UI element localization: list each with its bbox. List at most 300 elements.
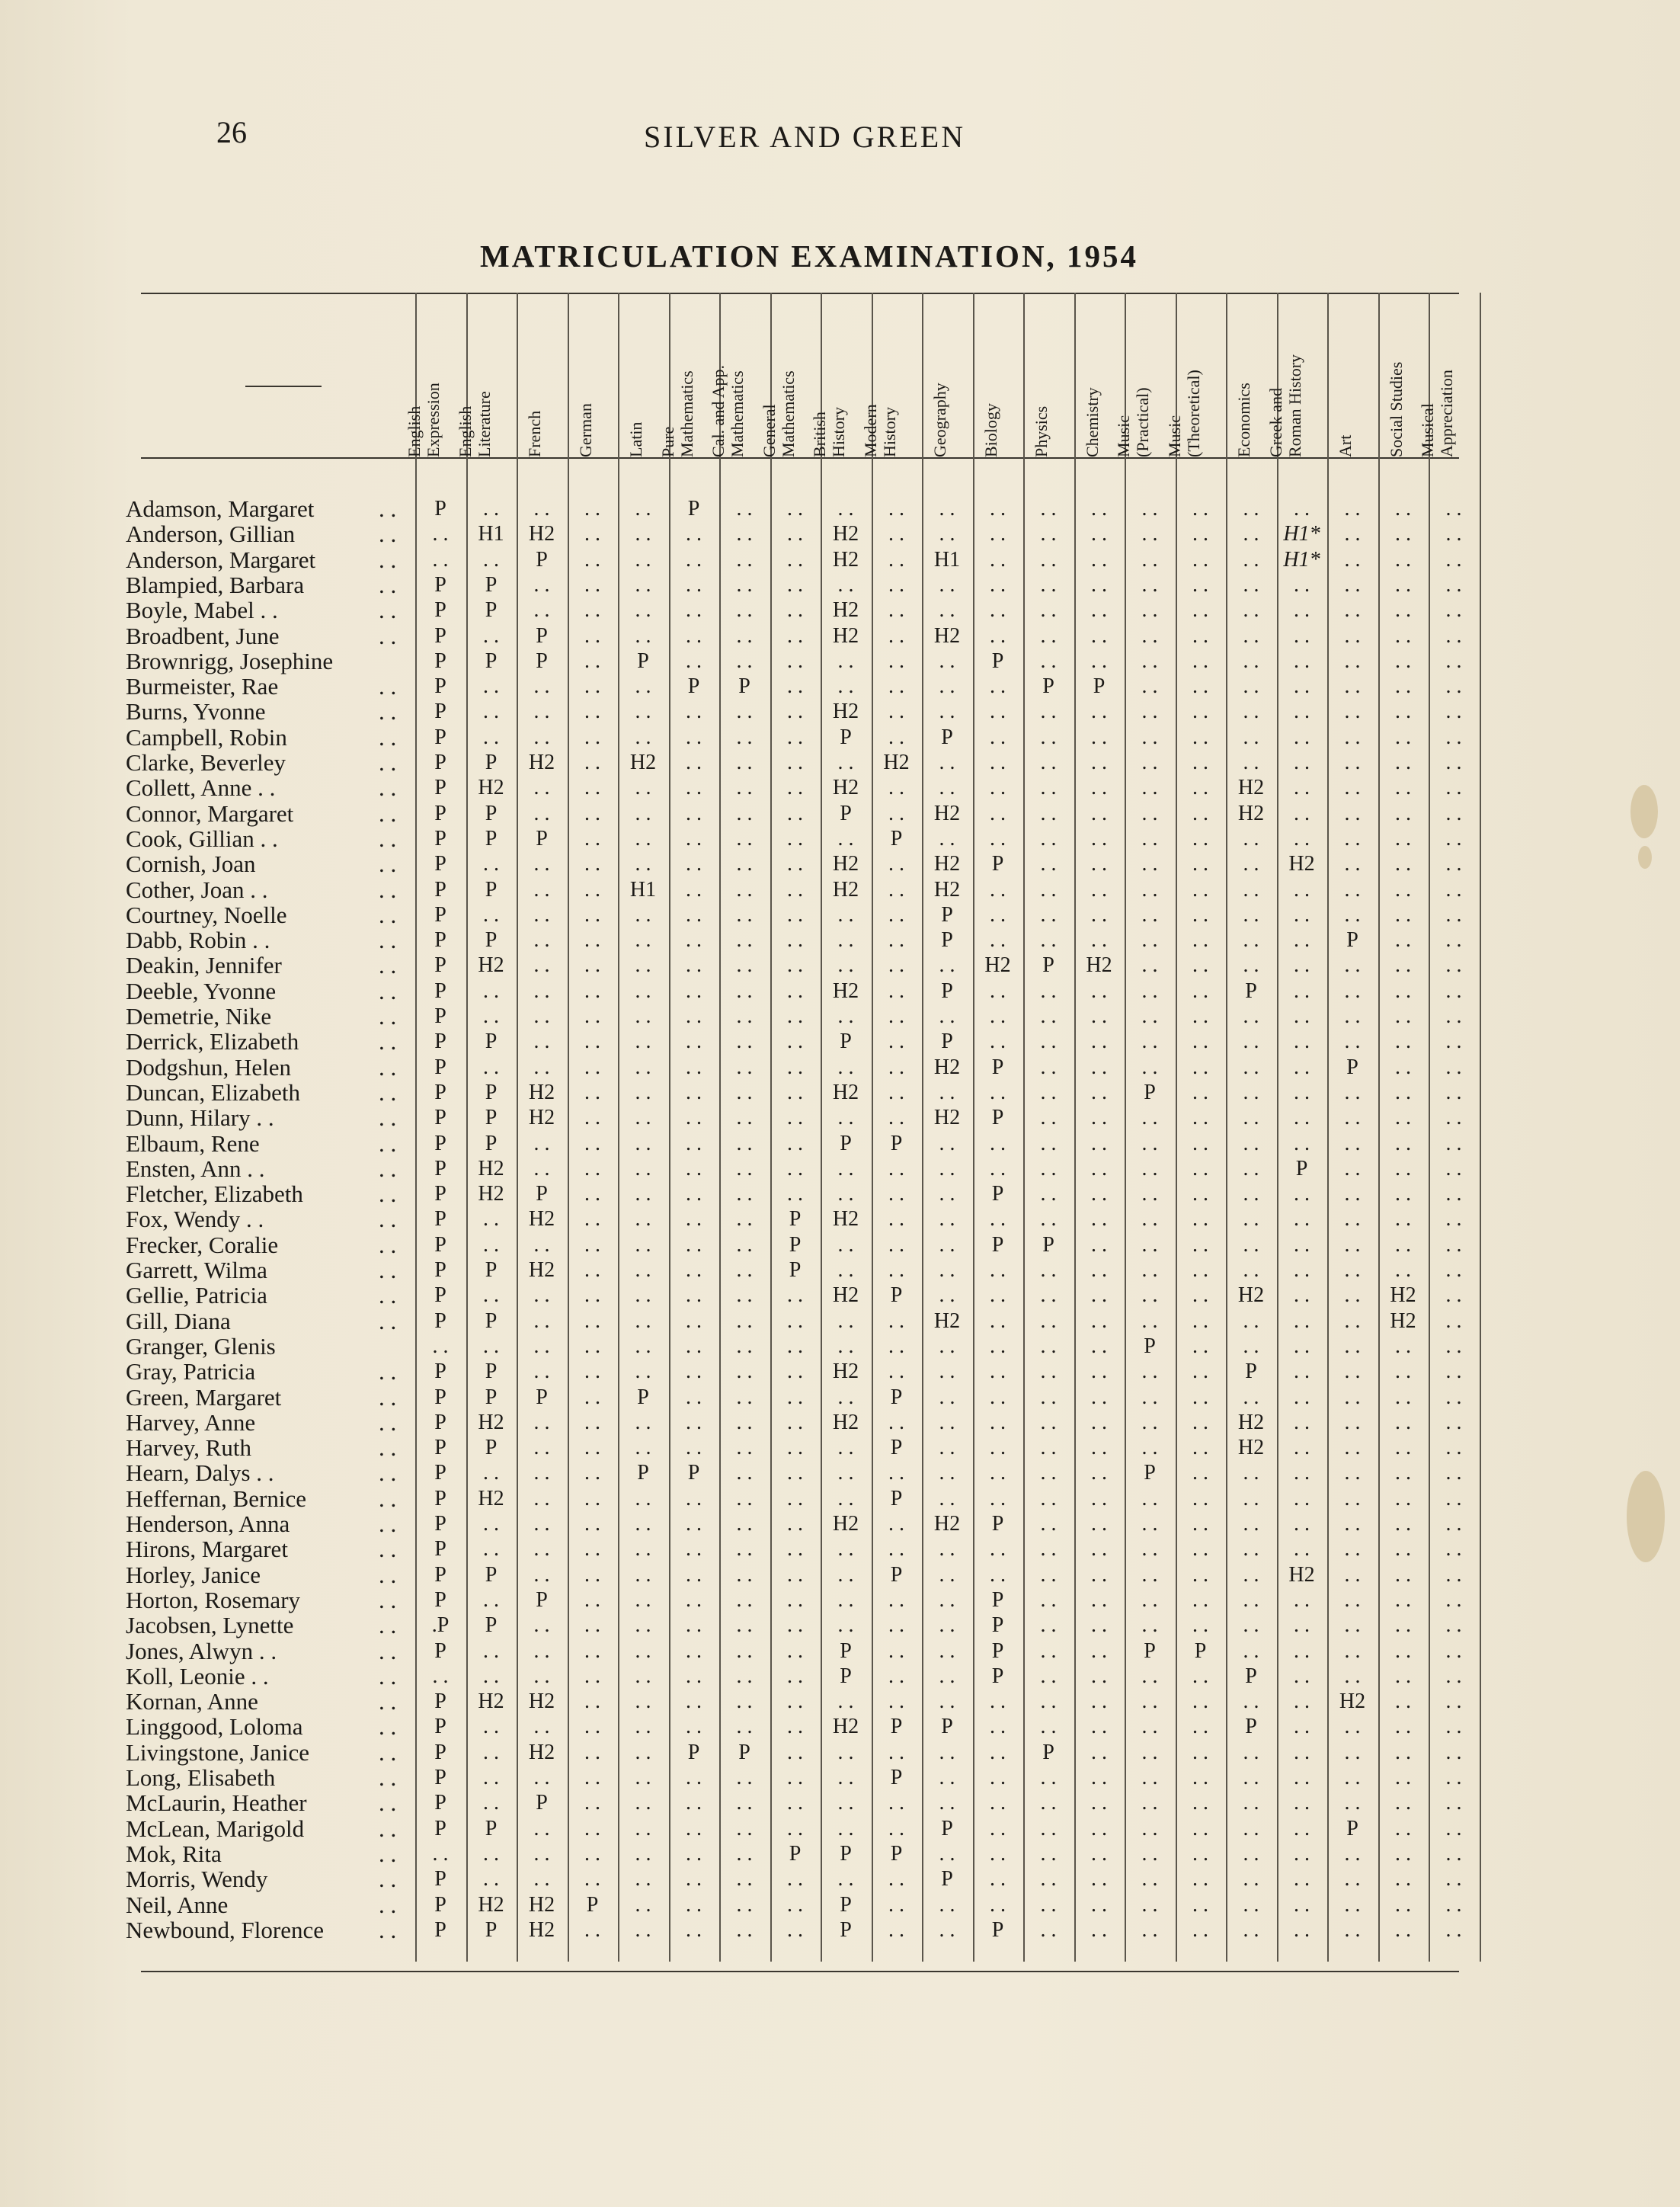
grade-mark: H2 [832,1283,859,1308]
blank-mark: . . [1040,852,1057,876]
grade-mark: H2 [1339,1690,1366,1714]
column-heading-label: Chemistry [1082,387,1102,457]
blank-mark: . . [1445,674,1462,699]
blank-mark: . . [483,1334,499,1358]
candidate-name: Burmeister, Rae [126,673,279,700]
blank-mark: . . [787,1892,803,1917]
blank-mark: . . [1192,1791,1208,1815]
grade-mark: P [789,1258,802,1282]
blank-mark: . . [635,852,651,876]
blank-mark: . . [1243,674,1259,699]
blank-mark: . . [1040,1766,1057,1789]
leader-dots: . . [379,1231,397,1258]
grade-mark: H2 [478,1892,504,1917]
leader-dots: . . [379,1434,397,1462]
grade-mark: H1 [933,547,961,572]
blank-mark: . . [888,1182,904,1206]
blank-mark: . . [736,1030,753,1054]
blank-mark: . . [635,1410,651,1434]
blank-mark: . . [990,1537,1006,1562]
blank-mark: . . [1040,1816,1057,1840]
blank-mark: . . [1294,1486,1310,1510]
blank-mark: . . [635,1436,651,1460]
blank-mark: . . [1445,1258,1462,1282]
leader-dots: . . [379,850,397,878]
candidate-name: Courtney, Noelle [126,901,287,928]
grade-mark: P [434,1030,446,1054]
blank-mark: . . [1091,700,1107,724]
blank-mark: . . [1141,522,1158,546]
blank-mark: . . [1243,1156,1259,1180]
blank-mark: . . [888,1334,904,1358]
blank-mark: . . [787,1638,803,1663]
leader-dots: . . [379,1408,397,1436]
grade-mark: P [485,1562,498,1587]
blank-mark: . . [990,623,1006,648]
candidate-name: Kornan, Anne [126,1688,258,1715]
candidate-name: Fletcher, Elizabeth [126,1180,303,1208]
blank-mark: . . [483,674,499,699]
blank-mark: . . [939,1841,955,1866]
blank-mark: . . [736,1766,753,1789]
blank-mark: . . [990,826,1006,850]
column-heading [1266,320,1327,457]
blank-mark: . . [1091,1512,1107,1536]
grade-mark: P [789,1207,802,1232]
blank-mark: . . [1141,1232,1158,1257]
blank-mark: . . [837,928,854,953]
blank-mark: . . [1091,623,1107,648]
blank-mark: . . [1192,953,1208,978]
blank-mark: . . [1192,1917,1208,1942]
blank-mark: . . [533,1030,550,1054]
candidate-name: Cother, Joan . . [126,876,268,903]
blank-mark: . . [1243,928,1259,953]
blank-mark: . . [1243,1638,1259,1663]
blank-mark: . . [1344,1613,1361,1638]
blank-mark: . . [888,1638,904,1663]
blank-mark: . . [1395,1664,1411,1688]
grade-mark: P [434,1360,446,1384]
blank-mark: . . [1040,1917,1057,1942]
blank-mark: . . [1395,598,1411,623]
blank-mark: . . [483,1461,499,1485]
column-rule [1480,293,1481,1962]
grade-mark: H2 [528,1892,555,1917]
blank-mark: . . [533,1841,550,1866]
blank-mark: . . [1294,1816,1310,1840]
grade-mark: H1 [478,522,504,546]
blank-mark: . . [584,1664,600,1688]
blank-mark: . . [1344,700,1361,724]
blank-mark: . . [584,928,600,953]
blank-mark: . . [1445,1385,1462,1409]
blank-mark: . . [1040,1791,1057,1815]
blank-mark: . . [1040,902,1057,927]
grade-mark: P [991,1512,1004,1536]
blank-mark: . . [686,1537,702,1562]
blank-mark: . . [888,877,904,902]
blank-mark: . . [1091,751,1107,774]
blank-mark: . . [736,1385,753,1409]
blank-mark: . . [1040,598,1057,623]
blank-mark: . . [1192,751,1208,774]
blank-mark: . . [1445,1461,1462,1485]
blank-mark: . . [1040,1309,1057,1333]
grade-mark: H2 [933,877,961,902]
grade-mark: P [991,852,1004,876]
blank-mark: . . [888,1004,904,1028]
blank-mark: . . [686,598,702,623]
blank-mark: . . [990,497,1006,521]
blank-mark: . . [1395,1080,1411,1104]
grade-mark: P [991,1055,1004,1079]
blank-mark: . . [1141,751,1158,774]
grade-mark: P [434,751,446,774]
blank-mark: . . [1141,598,1158,623]
blank-mark: . . [1344,751,1361,774]
blank-mark: . . [1294,1664,1310,1688]
blank-mark: . . [686,1892,702,1917]
blank-mark: . . [686,1004,702,1028]
blank-mark: . . [787,826,803,850]
blank-mark: . . [1192,1030,1208,1054]
blank-mark: . . [686,522,702,546]
blank-mark: . . [1344,497,1361,521]
grade-mark: P [890,1436,903,1460]
blank-mark: . . [686,877,702,902]
blank-mark: . . [1243,1106,1259,1130]
blank-mark: . . [635,1131,651,1155]
grade-mark: H2 [832,776,859,800]
blank-mark: . . [1141,877,1158,902]
grade-mark: P [485,751,498,774]
blank-mark: . . [1141,1283,1158,1308]
blank-mark: . . [1395,674,1411,699]
blank-mark: . . [1141,979,1158,1003]
blank-mark: . . [1141,1436,1158,1460]
blank-mark: . . [1344,1461,1361,1485]
blank-mark: . . [635,1613,651,1638]
blank-mark: . . [1445,902,1462,927]
blank-mark: . . [837,953,854,978]
blank-mark: . . [686,1055,702,1079]
blank-mark: . . [533,1436,550,1460]
grade-mark: P [890,1131,903,1155]
blank-mark: . . [990,1562,1006,1587]
blank-mark: . . [787,1537,803,1562]
blank-mark: . . [787,1461,803,1485]
blank-mark: . . [635,1156,651,1180]
blank-mark: . . [1344,623,1361,648]
blank-mark: . . [1243,700,1259,724]
blank-mark: . . [533,1283,550,1308]
grade-mark: P [536,623,548,648]
blank-mark: . . [1091,1917,1107,1942]
blank-mark: . . [1445,1664,1462,1688]
grade-mark: H2 [832,700,859,724]
blank-mark: . . [1141,1917,1158,1942]
blank-mark: . . [939,1080,955,1104]
candidate-name: Frecker, Coralie [126,1231,279,1258]
blank-mark: . . [635,1283,651,1308]
blank-mark: . . [635,1334,651,1358]
leader-dots: . . [379,622,397,649]
blank-mark: . . [990,928,1006,953]
blank-mark: . . [1344,1512,1361,1536]
blank-mark: . . [533,902,550,927]
blank-mark: . . [1445,953,1462,978]
blank-mark: . . [888,979,904,1003]
blank-mark: . . [990,1690,1006,1714]
blank-mark: . . [1141,1385,1158,1409]
leader-dots: . . [379,698,397,726]
blank-mark: . . [888,1232,904,1257]
grade-mark: P [991,1613,1004,1638]
blank-mark: . . [1243,826,1259,850]
blank-mark: . . [787,700,803,724]
column-heading-label: Greek and Roman History [1266,354,1304,457]
blank-mark: . . [1395,725,1411,749]
blank-mark: . . [1091,1740,1107,1764]
blank-mark: . . [787,725,803,749]
blank-mark: . . [939,649,955,673]
blank-mark: . . [736,1587,753,1612]
blank-mark: . . [686,1486,702,1510]
grade-mark: P [485,1258,498,1282]
blank-mark: . . [584,1537,600,1562]
blank-mark: . . [1395,1055,1411,1079]
blank-mark: . . [1141,852,1158,876]
blank-mark: . . [1141,1131,1158,1155]
blank-mark: . . [990,522,1006,546]
blank-mark: . . [1091,1182,1107,1206]
blank-mark: . . [1294,1410,1310,1434]
blank-mark: . . [686,700,702,724]
blank-mark: . . [1395,953,1411,978]
grade-mark: H2 [832,522,859,546]
blank-mark: . . [736,1791,753,1815]
blank-mark: . . [1192,1892,1208,1917]
blank-mark: . . [1294,1232,1310,1257]
blank-mark: . . [533,700,550,724]
grade-mark: H1* [1283,522,1320,546]
candidate-name: Cornish, Joan [126,850,256,878]
blank-mark: . . [1445,877,1462,902]
column-heading-label: Musical Appreciation [1418,370,1456,457]
blank-mark: . . [1294,1182,1310,1206]
blank-mark: . . [483,902,499,927]
blank-mark: . . [736,1562,753,1587]
blank-mark: . . [1445,1613,1462,1638]
blank-mark: . . [1040,826,1057,850]
blank-mark: . . [1243,751,1259,774]
blank-mark: . . [736,1258,753,1282]
leader-dots: . . [379,723,397,751]
blank-mark: . . [635,1740,651,1764]
blank-mark: . . [990,1258,1006,1282]
blank-mark: . . [635,1816,651,1840]
blank-mark: . . [1445,1740,1462,1764]
blank-mark: . . [584,1055,600,1079]
grade-mark: P [536,1587,548,1612]
blank-mark: . . [1091,547,1107,572]
blank-mark: . . [1395,1410,1411,1434]
blank-mark: . . [533,598,550,623]
blank-mark: . . [787,1562,803,1587]
blank-mark: . . [888,1892,904,1917]
blank-mark: . . [1445,1106,1462,1130]
grade-mark: P [434,1867,446,1891]
blank-mark: . . [837,826,854,850]
grade-mark: H2 [933,1055,961,1079]
blank-mark: . . [1141,1309,1158,1333]
blank-mark: . . [787,1410,803,1434]
candidate-name: Deakin, Jennifer [126,952,282,979]
grade-mark: H2 [629,751,657,774]
grade-mark: P [687,674,700,699]
blank-mark: . . [1445,1283,1462,1308]
grade-mark: H2 [478,776,504,800]
blank-mark: . . [584,1258,600,1282]
blank-mark: . . [1141,1715,1158,1739]
grade-mark: P [434,700,446,724]
blank-mark: . . [1445,1512,1462,1536]
blank-mark: . . [1395,1613,1411,1638]
blank-mark: . . [1344,1791,1361,1815]
blank-mark: . . [1192,801,1208,825]
blank-mark: . . [584,1156,600,1180]
blank-mark: . . [1294,1892,1310,1917]
blank-mark: . . [686,751,702,774]
grade-mark: P [789,1841,802,1866]
blank-mark: . . [533,1486,550,1510]
blank-mark: . . [584,1207,600,1232]
blank-mark: . . [1294,1537,1310,1562]
blank-mark: . . [686,572,702,597]
blank-mark: . . [1294,1080,1310,1104]
blank-mark: . . [635,700,651,724]
grade-mark: H2 [832,979,859,1003]
column-heading-label: Geography [930,383,949,457]
blank-mark: . . [686,1258,702,1282]
blank-mark: . . [635,928,651,953]
blank-mark: . . [533,1512,550,1536]
blank-mark: . . [1192,1562,1208,1587]
blank-mark: . . [990,751,1006,774]
grade-mark: P [434,1587,446,1612]
blank-mark: . . [635,1182,651,1206]
blank-mark: . . [1141,1360,1158,1384]
blank-mark: . . [787,1309,803,1333]
blank-mark: . . [939,1410,955,1434]
blank-mark: . . [1445,1715,1462,1739]
blank-mark: . . [1141,1587,1158,1612]
blank-mark: . . [1445,1816,1462,1840]
blank-mark: . . [837,1766,854,1789]
blank-mark: . . [584,1766,600,1789]
blank-mark: . . [1192,826,1208,850]
blank-mark: . . [686,1410,702,1434]
column-heading-label: General Mathematics [759,370,798,457]
blank-mark: . . [1141,572,1158,597]
grade-mark: P [991,1638,1004,1663]
blank-mark: . . [1192,1080,1208,1104]
blank-mark: . . [1294,801,1310,825]
grade-mark: P [840,1131,852,1155]
blank-mark: . . [1243,1537,1259,1562]
blank-mark: . . [533,1334,550,1358]
leader-dots: . . [379,1129,397,1157]
grade-mark: P [434,725,446,749]
grade-mark: P [1346,928,1358,953]
blank-mark: . . [483,1766,499,1789]
grade-mark: P [941,979,953,1003]
candidate-name: McLean, Marigold [126,1815,305,1842]
blank-mark: . . [635,1766,651,1789]
grade-mark: P [1245,1664,1257,1688]
blank-mark: . . [1445,1004,1462,1028]
grade-mark: P [1093,674,1106,699]
grade-mark: P [485,1436,498,1460]
blank-mark: . . [483,1537,499,1562]
blank-mark: . . [1040,1004,1057,1028]
column-heading-label: English Literature [455,391,494,457]
blank-mark: . . [1243,1309,1259,1333]
blank-mark: . . [1192,928,1208,953]
blank-mark: . . [584,725,600,749]
blank-mark: . . [1294,1613,1310,1638]
blank-mark: . . [483,700,499,724]
grade-mark: P [434,1080,446,1104]
blank-mark: . . [1040,1867,1057,1891]
blank-mark: . . [686,902,702,927]
blank-mark: . . [1091,1841,1107,1866]
blank-mark: . . [1445,1766,1462,1789]
grade-mark: H2 [933,852,961,876]
blank-mark: . . [1141,1182,1158,1206]
blank-mark: . . [1040,1486,1057,1510]
grade-mark: P [434,1791,446,1815]
blank-mark: . . [686,776,702,800]
blank-mark: . . [1395,1816,1411,1840]
grade-mark: P [536,649,548,673]
blank-mark: . . [686,801,702,825]
blank-mark: . . [533,1410,550,1434]
blank-mark: . . [432,547,449,572]
blank-mark: . . [888,1664,904,1688]
blank-mark: . . [686,1917,702,1942]
grade-mark: H2 [528,1917,555,1942]
blank-mark: . . [837,1106,854,1130]
running-head: SILVER AND GREEN [644,120,966,154]
grade-mark: P [738,674,750,699]
blank-mark: . . [1243,1080,1259,1104]
candidate-name: Boyle, Mabel . . [126,597,278,624]
blank-mark: . . [635,623,651,648]
blank-mark: . . [1141,1486,1158,1510]
column-heading-label: Economics [1234,383,1253,457]
blank-mark: . . [1040,1715,1057,1739]
grade-mark: P [890,1486,903,1510]
grade-mark: P [1144,1461,1156,1485]
blank-mark: . . [1141,1106,1158,1130]
blank-mark: . . [939,1740,955,1764]
leader-dots: . . [379,1561,397,1588]
leader-dots: . . [379,571,397,598]
blank-mark: . . [1192,979,1208,1003]
grade-mark: P [687,1461,700,1485]
